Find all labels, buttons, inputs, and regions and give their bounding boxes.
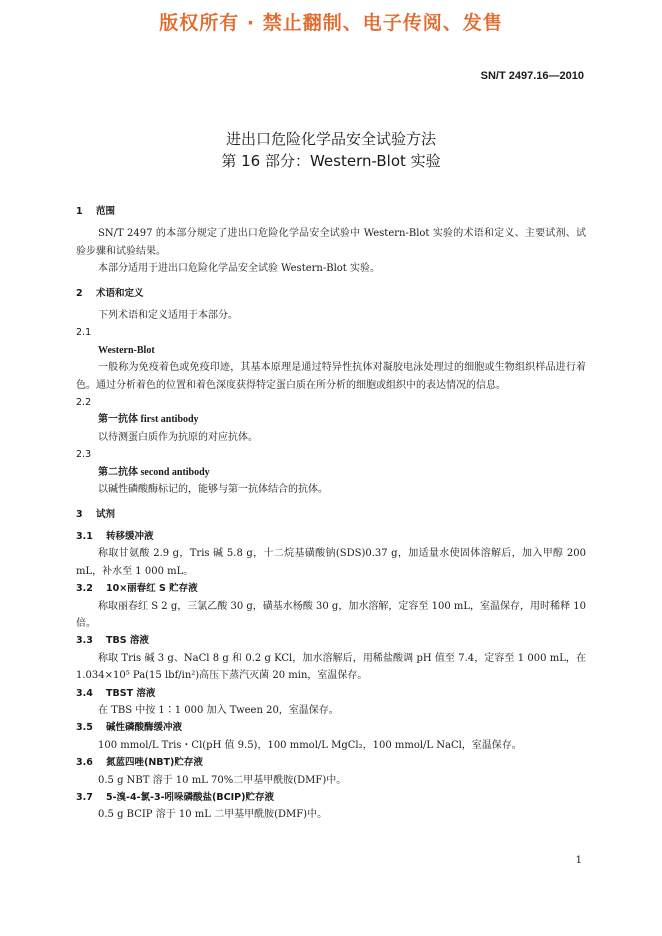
paragraph: 称取 Tris 碱 3 g、NaCl 8 g 和 0.2 g KCl，加水溶解后，用稀盐酸调 pH 值至 7.4，定容至 1 000 mL，在1.034×10⁵ Pa(15 lbf/in²)高压下蒸汽灭菌 20 min，室温保存。 — [76, 652, 586, 682]
paragraph: 本部分适用于进出口危险化学品安全试验 Western-Blot 实验。 — [98, 263, 380, 275]
paragraph: 0.5 g NBT 溶于 10 mL 70%二甲基甲酰胺(DMF)中。 — [98, 774, 347, 786]
subsection-title: TBS 溶液 — [106, 635, 149, 647]
paragraph: SN/T 2497 的本部分规定了进出口危险化学品安全试验中 Western-Blot 实验的术语和定义、主要试剂、试验步骤和试验结果。 — [76, 228, 586, 257]
page-number: 1 — [575, 855, 582, 866]
section-heading — [76, 203, 586, 220]
term-definition: 以碱性磷酸酶标记的，能够与第一抗体结合的抗体。 — [98, 484, 328, 496]
subsection-heading — [76, 789, 586, 806]
term-name: Western-Blot — [98, 344, 155, 356]
section-title: 试剂 — [96, 508, 116, 520]
clause-number: 2.2 — [76, 397, 92, 409]
section-number: 2 — [76, 287, 83, 299]
document-title: 进出口危险化学品安全试验方法 — [225, 130, 436, 148]
paragraph: 下列术语和定义适用于本部分。 — [98, 310, 238, 322]
paragraph: 称取甘氨酸 2.9 g，Tris 碱 5.8 g，十二烷基磺酸钠(SDS)0.37 g，加适量水使固体溶解后，加入甲醇 200 mL，补水至 1 000 mL。 — [76, 548, 586, 577]
paragraph: 称取丽春红 S 2 g，三氯乙酸 30 g，磺基水杨酸 30 g，加水溶解，定容至 100 mL，室温保存，用时稀释 10 倍。 — [76, 600, 586, 629]
subsection-title: 转移缓冲液 — [106, 530, 154, 542]
term-definition: 以待测蛋白质作为抗原的对应抗体。 — [98, 431, 258, 443]
subsection-number: 3.2 — [76, 583, 93, 595]
subsection-heading — [76, 754, 586, 771]
copyright-banner: 版权所有 · 禁止翻制、电子传阅、发售 — [159, 12, 503, 34]
subsection-title: 5-溴-4-氯-3-吲哚磷酸盐(BCIP)贮存液 — [106, 792, 274, 803]
document-subtitle: 第 16 部分：Western-Blot 实验 — [221, 152, 441, 170]
subsection-number: 3.5 — [76, 722, 93, 734]
subsection-number: 3.1 — [76, 530, 93, 542]
term-name: 第一抗体 first antibody — [98, 414, 199, 426]
subsection-heading — [76, 719, 586, 736]
section-number: 3 — [76, 508, 83, 520]
section-heading — [76, 506, 586, 523]
paragraph: 0.5 g BCIP 溶于 10 mL 二甲基甲酰胺(DMF)中。 — [98, 809, 328, 821]
subsection-number: 3.7 — [76, 792, 93, 803]
clause-number: 2.3 — [76, 449, 92, 461]
subsection-title: 碱性磷酸酶缓冲液 — [106, 722, 183, 734]
subsection-title: TBST 溶液 — [106, 687, 156, 699]
term-name: 第二抗体 second antibody — [98, 466, 210, 478]
section-heading — [76, 285, 586, 302]
clause-number: 2.1 — [76, 327, 92, 339]
term-definition: 一般称为免疫着色或免疫印迹，其基本原理是通过特异性抗体对凝胶电泳处理过的细胞或生物组织样品进行着色。通过分析着色的位置和着色深度获得特定蛋白质在所分析的细胞或组织中的表达情况的信息。 — [76, 362, 586, 391]
subsection-heading — [76, 528, 586, 545]
section-title: 范围 — [96, 206, 116, 217]
subsection-title: 氮蓝四唑(NBT)贮存液 — [106, 757, 203, 769]
section-title: 术语和定义 — [96, 287, 144, 299]
subsection-heading — [76, 685, 586, 702]
subsection-title: 10×丽春红 S 贮存液 — [106, 583, 198, 595]
paragraph: 在 TBS 中按 1∶1 000 加入 Tween 20，室温保存。 — [98, 704, 339, 716]
paragraph: 100 mmol/L Tris・Cl(pH 值 9.5)，100 mmol/L MgCl₂，100 mmol/L NaCl，室温保存。 — [98, 739, 522, 751]
subsection-number: 3.4 — [76, 687, 93, 699]
standard-number: SN/T 2497.16—2010 — [480, 70, 584, 82]
subsection-number: 3.6 — [76, 757, 93, 769]
subsection-number: 3.3 — [76, 635, 93, 647]
subsection-heading — [76, 632, 586, 649]
document-body — [76, 203, 586, 824]
subsection-heading — [76, 580, 586, 597]
section-number: 1 — [76, 206, 83, 217]
